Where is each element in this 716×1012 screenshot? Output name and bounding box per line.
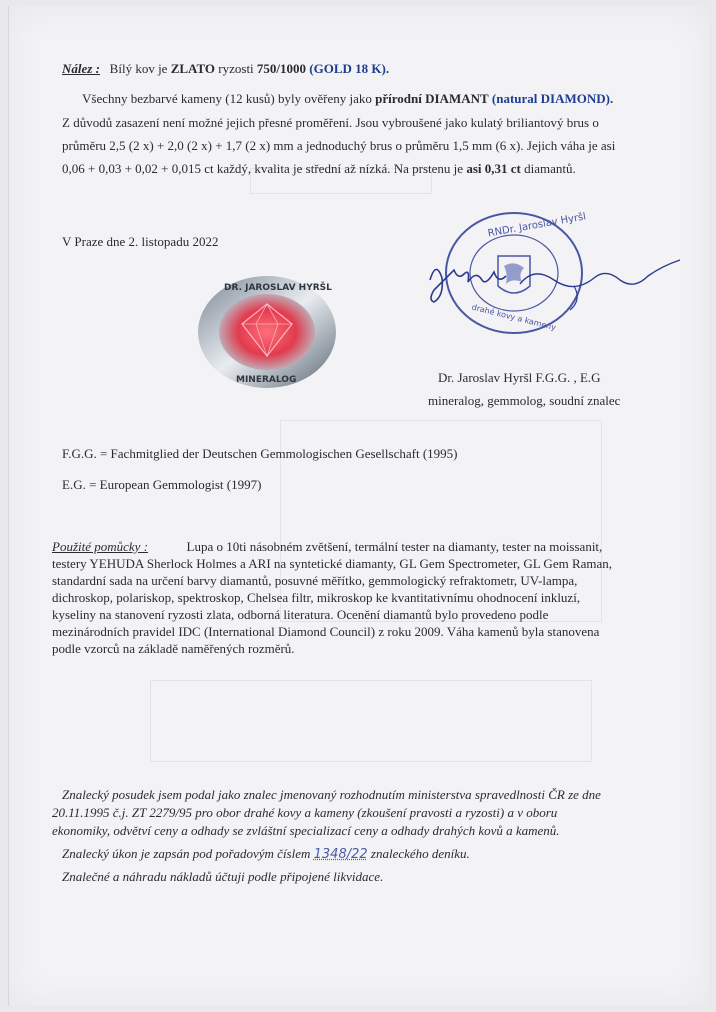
clause-line-5: Znalečné a náhradu nákladů účtuji podle připojené likvidace. <box>62 869 384 884</box>
svg-text:RNDr. Jaroslav Hyršl: RNDr. Jaroslav Hyršl <box>487 211 587 240</box>
tools-line-2: testery YEHUDA Sherlock Holmes a ARI na syntetické diamanty, GL Gem Spectrometer, GL Gem Raman, <box>52 556 613 571</box>
stones-l4b: asi 0,31 ct <box>466 161 521 176</box>
finding-label: Nález : <box>62 61 100 76</box>
clause-line-1: Znalecký posudek jsem podal jako znalec jmenovaný rozhodnutím ministerstva spravedlnosti ČR ze dne <box>62 787 601 802</box>
tools-label: Použité pomůcky : <box>52 539 149 554</box>
tools-l1: Lupa o 10ti násobném zvětšení, termální tester na diamanty, tester na moissanit, <box>186 539 603 554</box>
stones-l4c: diamantů. <box>520 161 576 176</box>
svg-text:MINERALOG: MINERALOG <box>236 375 297 385</box>
tools-line-4: dichroskop, polariskop, spektroskop, Chelsea filtr, mikroskop ke kvantitativnímu ohodnocení inkluzí, <box>52 590 581 605</box>
show-through-photo <box>150 680 592 762</box>
clause-l4a: Znalecký úkon je zapsán pod pořadovým číslem <box>62 846 314 861</box>
journal-number-handwritten: 1348/22 <box>313 847 368 862</box>
clause-line-4 <box>62 843 470 865</box>
tools-line-7: podle vzorců na základě naměřených rozměrů. <box>52 641 295 656</box>
svg-text:drahé kovy a kameny: drahé kovy a kameny <box>470 302 557 333</box>
handwritten-signature <box>424 250 684 320</box>
finding-line <box>62 58 389 79</box>
clause-l4b: znaleckého deníku. <box>367 846 470 861</box>
stones-line-3: průměru 2,5 (2 x) + 2,0 (2 x) + 1,7 (2 x) mm a jednoduchý brus o průměru 1,5 mm (6 x). Jejich váha je asi <box>62 138 616 153</box>
stones-l1a: Všechny bezbarvé kameny (12 kusů) byly ověřeny jako <box>82 91 376 106</box>
stones-line-2: Z důvodů zasazení není možné jejich přesné proměření. Jsou vybroušené jako kulatý briliantový brus o <box>62 115 599 130</box>
finding-text-a: Bílý kov je <box>109 61 171 76</box>
abbr-fgg: F.G.G. = Fachmitglied der Deutschen Gemmologischen Gesellschaft (1995) <box>62 446 458 461</box>
place-date: V Praze dne 2. listopadu 2022 <box>62 234 219 249</box>
abbr-eg: E.G. = European Gemmologist (1997) <box>62 477 262 492</box>
signatory-name: Dr. Jaroslav Hyršl F.G.G. , E.G <box>438 370 601 385</box>
signatory-title: mineralog, gemmolog, soudní znalec <box>428 393 621 408</box>
finding-gold: ZLATO <box>170 61 216 76</box>
tools-line-6: mezinárodních pravidel IDC (International Diamond Council) z roku 2009. Váha kamenů byla stanovena <box>52 624 600 639</box>
finding-text-b: ryzosti <box>215 61 257 76</box>
svg-text:DR. JAROSLAV HYRŠL: DR. JAROSLAV HYRŠL <box>224 283 332 293</box>
stones-l4a: 0,06 + 0,03 + 0,02 + 0,015 ct každý, kvalita je střední až nízká. Na prstenu je <box>62 161 467 176</box>
tools-line-5: kyseliny na stanovení ryzosti zlata, odborná literatura. Ocenění diamantů bylo provedeno podle <box>52 607 549 622</box>
clause-line-2: 20.11.1995 č.j. ZT 2279/95 pro obor drahé kovy a kameny (zkoušení pravosti a ryzosti) a v oboru <box>52 805 558 820</box>
stones-line-1 <box>82 88 613 109</box>
stones-l1c: (natural DIAMOND). <box>491 91 614 106</box>
tools-line-3: standardní sada na určení barvy diamantů, posuvné měřítko, gemmologický refraktometr, UV-lampa, <box>52 573 578 588</box>
stones-line-4 <box>62 158 576 179</box>
clause-line-3: ekonomiky, odvětví ceny a odhady se zvláštní specializací ceny a odhady drahých kovů a kamenů. <box>52 823 560 838</box>
finding-purity-en: (GOLD 18 K). <box>309 61 390 76</box>
stones-l1b: přírodní DIAMANT <box>375 91 489 106</box>
hologram-seal <box>196 274 338 390</box>
finding-purity: 750/1000 <box>256 61 307 76</box>
